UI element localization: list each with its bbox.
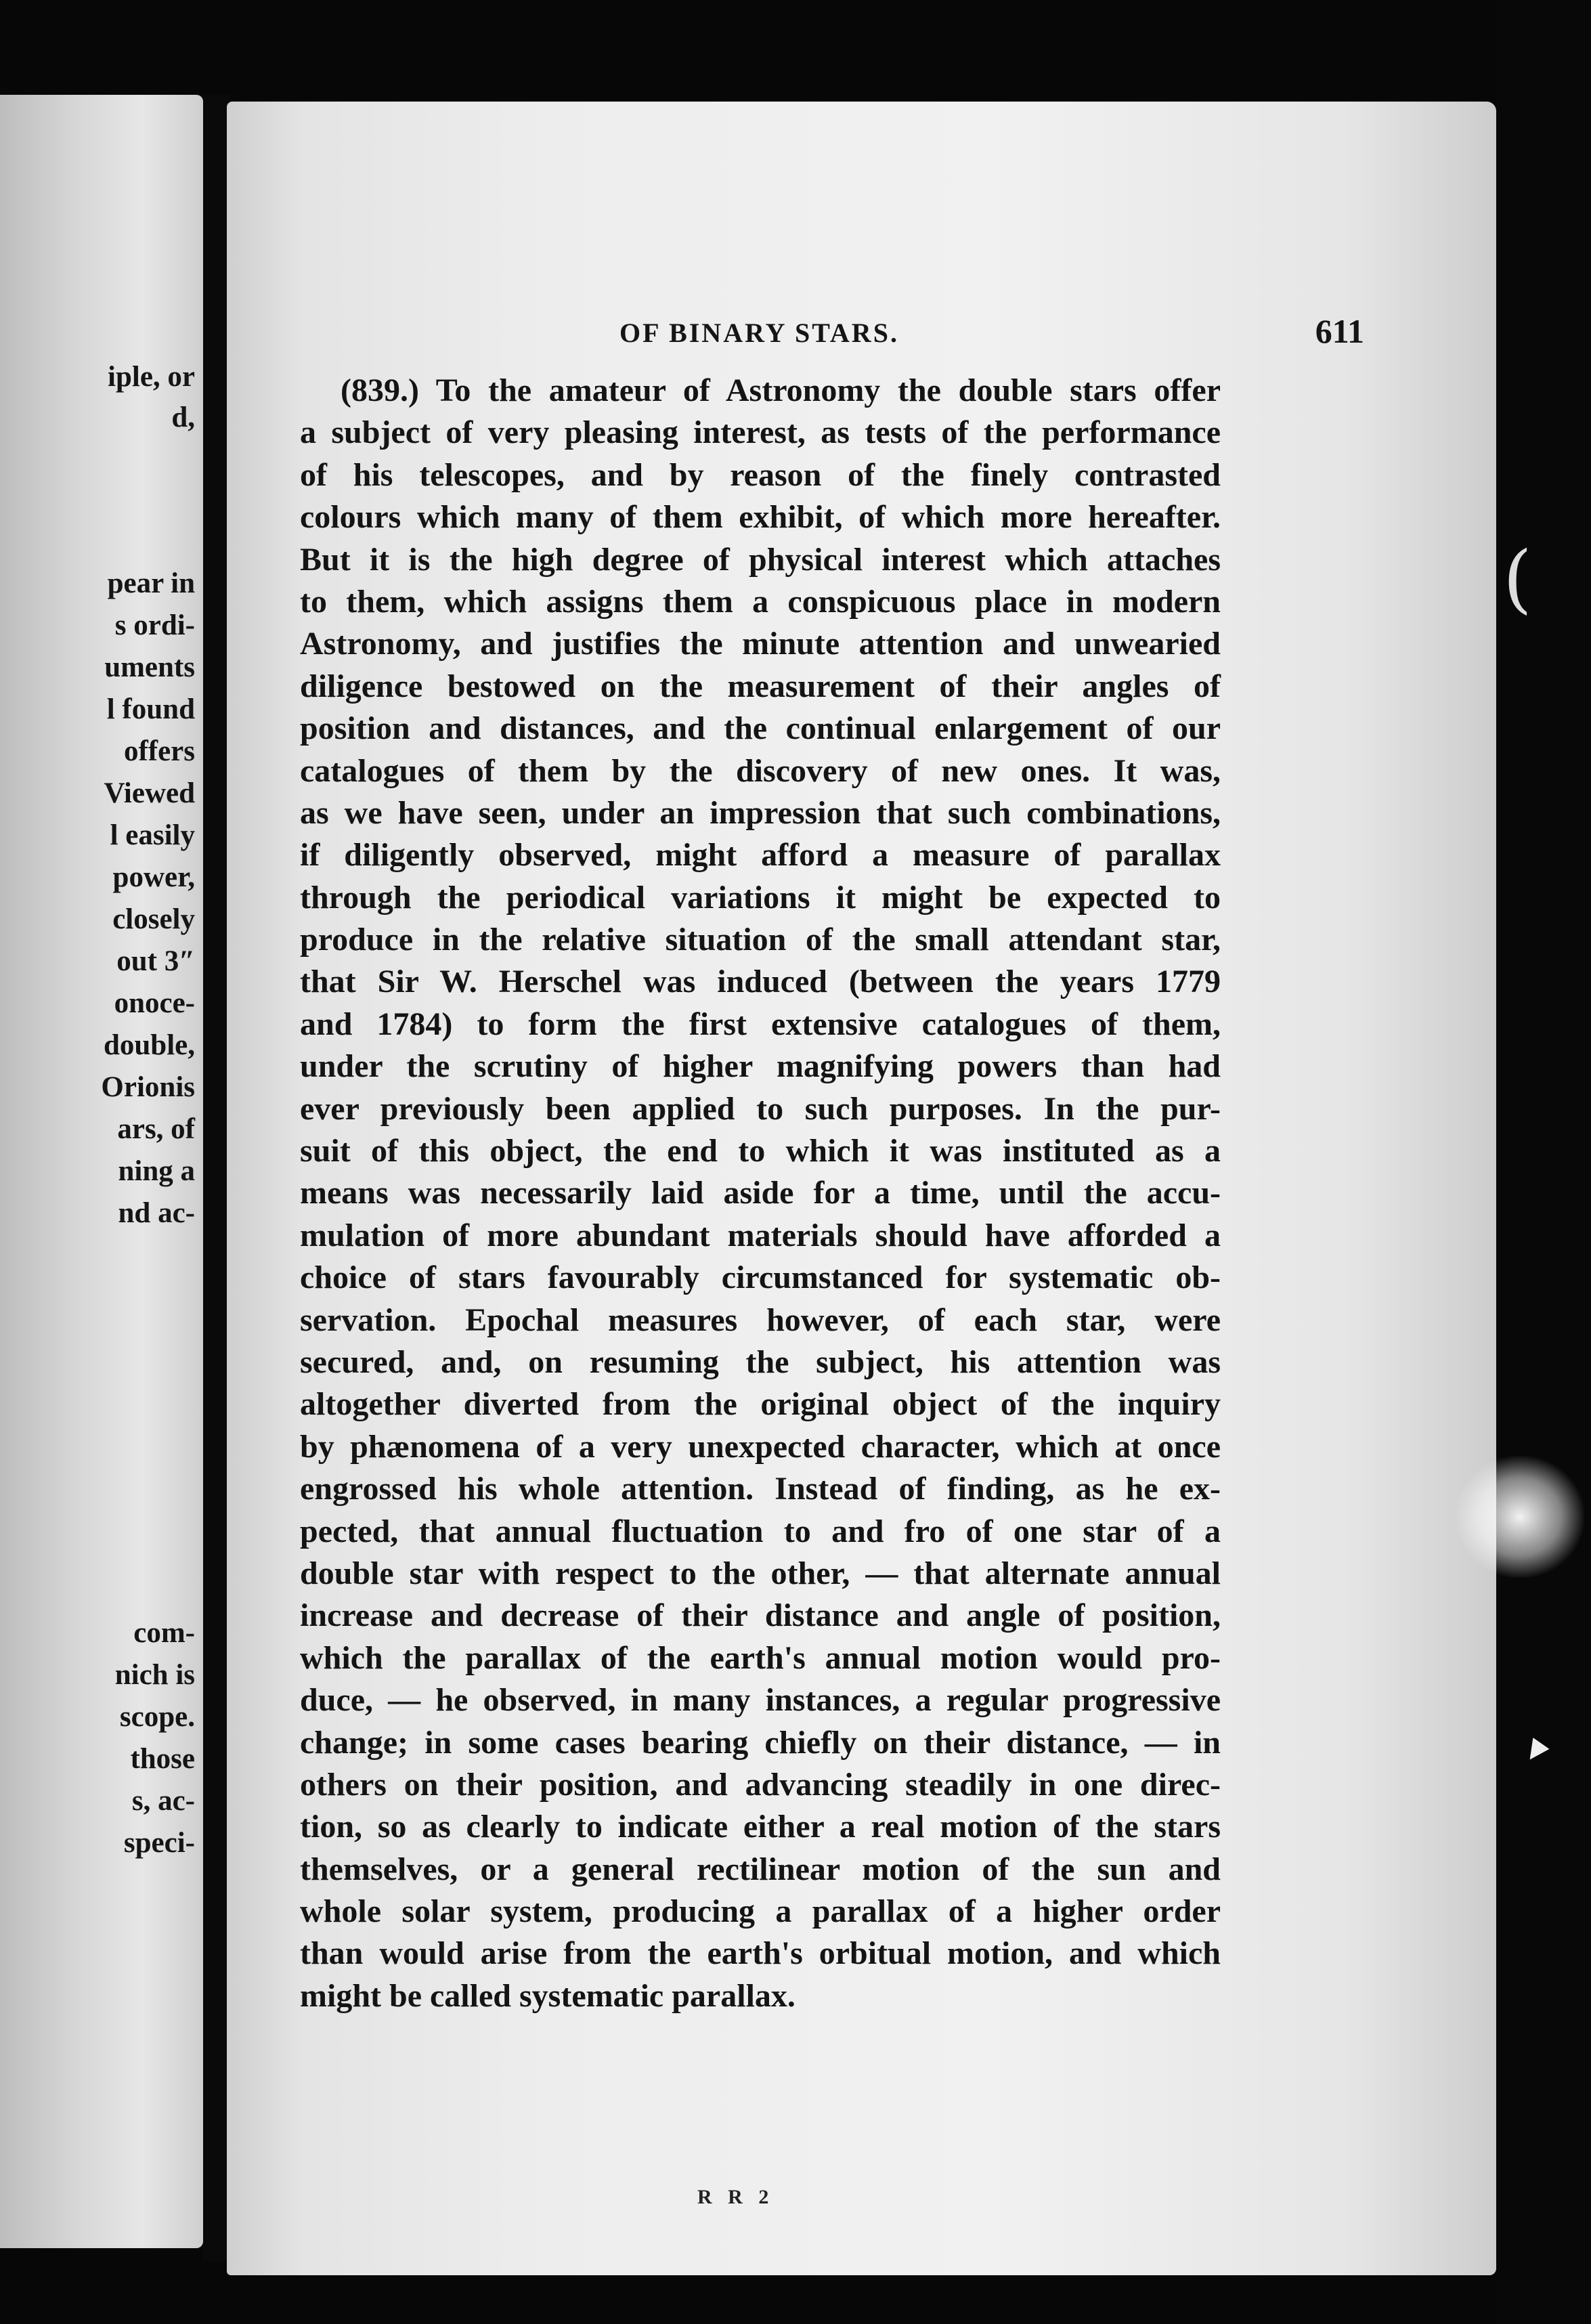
text-line: But it is the high degree of physical interest which attaches [300,541,1221,578]
text-line: servation. Epochal measures however, of each star, were [300,1301,1221,1338]
left-page-fragment: those [130,1743,195,1775]
left-page-fragment: l found [106,693,195,725]
text-line: secured, and, on resuming the subject, his attention was [300,1343,1221,1380]
text-line: engrossed his whole attention. Instead of finding, as he ex- [300,1471,1221,1507]
text-line: through the periodical variations it might be expected to [300,879,1221,916]
text-line: Astronomy, and justifies the minute attention and unwearied [300,626,1221,662]
text-line: change; in some cases bearing chiefly on their distance, — in [300,1724,1221,1761]
left-page-fragment: com- [133,1617,195,1649]
left-page-fragment: s ordi- [114,609,195,641]
text-line: to them, which assigns them a conspicuous place in modern [300,583,1221,620]
text-line: themselves, or a general rectilinear motion of the sun and [300,1851,1221,1887]
text-line: pected, that annual fluctuation to and fro of one star of a [300,1513,1221,1549]
margin-bracket-mark: ( [1503,535,1532,622]
left-page-fragment: Viewed [104,777,195,809]
text-line: double star with respect to the other, — that alternate annual [300,1555,1221,1591]
book-gutter [203,95,230,2262]
scan-light-flare [1456,1456,1584,1578]
page-number: 611 [1315,312,1364,350]
left-page-fragment: ning a [118,1155,195,1187]
text-line: ever previously been applied to such purposes. In the pur- [300,1090,1221,1127]
text-line: position and distances, and the continual enlargement of our [300,710,1221,747]
text-line: tion, so as clearly to indicate either a real motion of the stars [300,1809,1221,1845]
running-head: OF BINARY STARS. [619,318,899,348]
text-line: under the scrutiny of higher magnifying powers than had [300,1048,1221,1085]
left-page-fragment: d, [171,402,195,433]
text-line: (839.) To the amateur of Astronomy the double stars offer [341,372,1221,408]
text-line: as we have seen, under an impression that such combinations, [300,794,1221,831]
text-line: a subject of very pleasing interest, as tests of the performance [300,414,1221,451]
left-page-fragment: closely [112,903,195,935]
text-line: choice of stars favourably circumstanced for systematic ob- [300,1260,1221,1296]
left-page-fragment: l easily [110,819,195,851]
left-page-fragment: double, [103,1029,195,1061]
text-line: might be called systematic parallax. [300,1977,795,2014]
text-line: produce in the relative situation of the small attendant star, [300,922,1221,958]
text-line: increase and decrease of their distance and angle of position, [300,1597,1221,1634]
previous-page-strip [0,95,203,2248]
left-page-fragment: out 3″ [116,945,195,977]
text-line: colours which many of them exhibit, of which more hereafter. [300,499,1221,536]
left-page-fragment: Orionis [101,1071,195,1103]
text-line: means was necessarily laid aside for a time, until the accu- [300,1175,1221,1211]
left-page-fragment: nd ac- [118,1197,195,1229]
text-line: catalogues of them by the discovery of new ones. It was, [300,752,1221,789]
text-line: diligence bestowed on the measurement of their angles of [300,668,1221,704]
text-line: which the parallax of the earth's annual motion would pro- [300,1639,1221,1676]
text-line: duce, — he observed, in many instances, a regular progressive [300,1682,1221,1719]
text-line: and 1784) to form the first extensive catalogues of them, [300,1006,1221,1042]
left-page-fragment: scope. [119,1701,195,1733]
left-page-fragment: offers [123,735,195,767]
text-line: that Sir W. Herschel was induced (between the years 1779 [300,964,1221,1000]
left-page-fragment: ars, of [117,1113,195,1145]
left-page-fragment: power, [112,861,195,893]
text-line: by phænomena of a very unexpected character, which at once [300,1428,1221,1465]
text-line: suit of this object, the end to which it was instituted as a [300,1133,1221,1169]
left-page-fragment: uments [104,651,195,683]
left-page-fragment: iple, or [108,361,195,393]
left-page-fragment: nich is [114,1659,195,1691]
text-line: altogether diverted from the original object of the inquiry [300,1386,1221,1423]
text-line: whole solar system, producing a parallax of a higher order [300,1893,1221,1930]
left-page-fragment: speci- [123,1827,195,1859]
left-page-fragment: onoce- [114,987,195,1019]
text-line: mulation of more abundant materials should have afforded a [300,1217,1221,1253]
left-page-fragment: s, ac- [131,1785,195,1817]
text-line: if diligently observed, might afford a measure of parallax [300,837,1221,874]
left-page-fragment: pear in [107,567,195,599]
book-page [227,102,1496,2275]
signature-mark: R R 2 [697,2186,775,2208]
text-line: than would arise from the earth's orbitual motion, and which [300,1935,1221,1972]
margin-tick-mark: ▼ [1512,1724,1562,1776]
scan-border [1496,0,1591,2324]
text-line: of his telescopes, and by reason of the finely contrasted [300,456,1221,493]
text-line: others on their position, and advancing steadily in one direc- [300,1766,1221,1803]
paragraph-839 [300,370,1221,2017]
